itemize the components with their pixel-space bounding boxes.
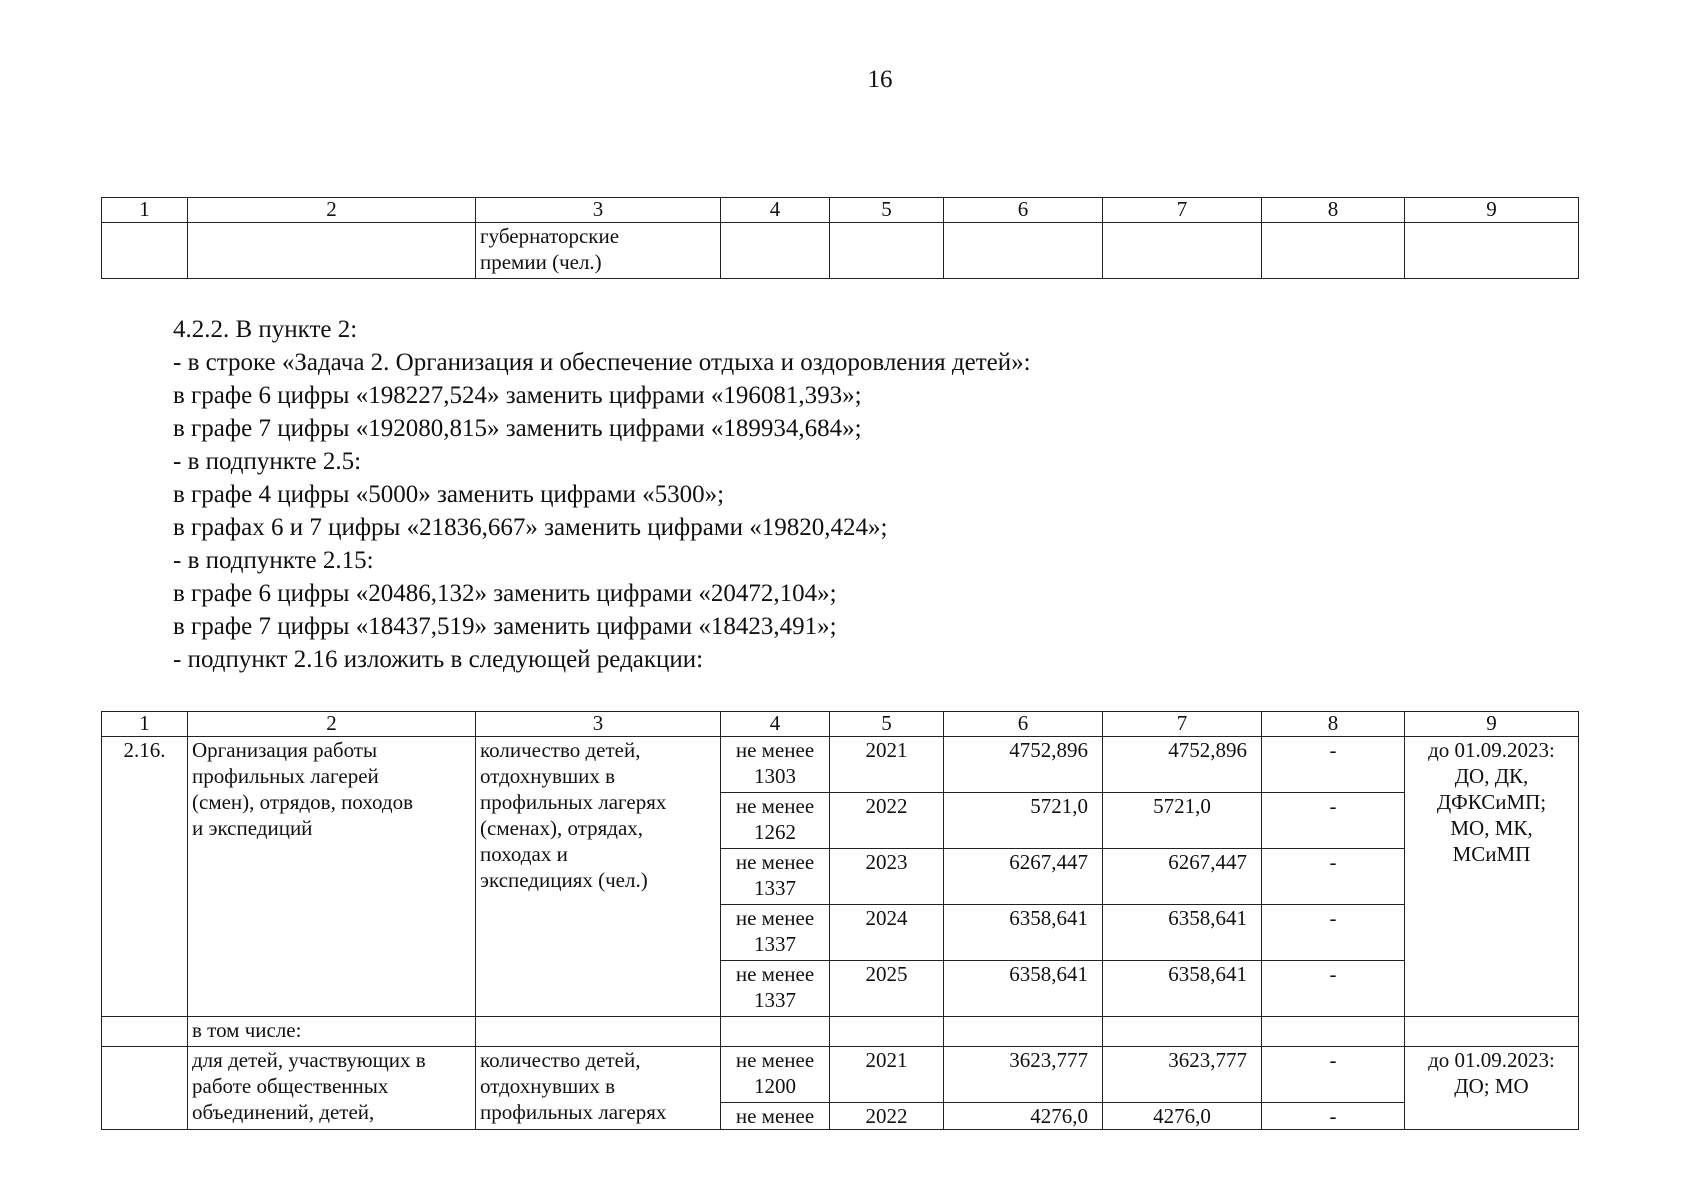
col-header: 5 <box>830 198 944 223</box>
year-cell: 2022 <box>830 1103 944 1130</box>
col-header: 1 <box>102 712 188 737</box>
target-cell: не менее 1337 <box>721 905 830 961</box>
total-funding-cell: 5721,0 <box>944 793 1103 849</box>
table-item-2-16 <box>101 711 1579 1130</box>
col-header: 7 <box>1103 712 1262 737</box>
text-line: в графе 7 цифры «192080,815» заменить цифрами «189934,684»; <box>173 415 862 442</box>
text-line: в графе 6 цифры «198227,524» заменить цифрами «196081,393»; <box>173 382 862 409</box>
col-header: 6 <box>944 712 1103 737</box>
table-continuation <box>101 197 1579 279</box>
table-row <box>102 1017 1579 1047</box>
col-header: 4 <box>721 712 830 737</box>
table-row <box>102 223 1579 279</box>
year-cell: 2022 <box>830 793 944 849</box>
year-cell: 2023 <box>830 849 944 905</box>
budget-funding-cell: 5721,0 <box>1103 793 1262 849</box>
col-header: 8 <box>1262 198 1405 223</box>
target-cell: не менее 1303 <box>721 737 830 793</box>
total-funding-cell: 6358,641 <box>944 961 1103 1017</box>
col-header: 7 <box>1103 198 1262 223</box>
budget-funding-cell: 3623,777 <box>1103 1047 1262 1103</box>
other-funding-cell: - <box>1262 905 1405 961</box>
col-header: 3 <box>476 712 721 737</box>
table-row <box>102 737 1579 793</box>
other-funding-cell: - <box>1262 793 1405 849</box>
text-line: - подпункт 2.16 изложить в следующей редакции: <box>173 646 704 673</box>
total-funding-cell: 4276,0 <box>944 1103 1103 1130</box>
sub-item-name: для детей, участвующих в работе общественных объединений, детей, <box>188 1047 476 1130</box>
total-funding-cell: 4752,896 <box>944 737 1103 793</box>
target-cell: не менее 1337 <box>721 849 830 905</box>
col-header: 3 <box>476 198 721 223</box>
year-cell: 2021 <box>830 1047 944 1103</box>
target-cell: не менее 1337 <box>721 961 830 1017</box>
total-funding-cell: 3623,777 <box>944 1047 1103 1103</box>
col-header: 4 <box>721 198 830 223</box>
page-number: 16 <box>867 66 893 93</box>
other-funding-cell: - <box>1262 849 1405 905</box>
col-header: 8 <box>1262 712 1405 737</box>
column-number-row <box>102 712 1579 737</box>
text-line: в графах 6 и 7 цифры «21836,667» заменить цифрами «19820,424»; <box>173 514 888 541</box>
text-line: - в строке «Задача 2. Организация и обеспечение отдыха и оздоровления детей»: <box>173 349 1031 376</box>
text-line: - в подпункте 2.15: <box>173 547 374 574</box>
total-funding-cell: 6358,641 <box>944 905 1103 961</box>
year-cell: 2025 <box>830 961 944 1017</box>
col-header: 6 <box>944 198 1103 223</box>
sub-indicator-cell: количество детей, отдохнувших в профильных лагерях <box>476 1047 721 1130</box>
item-number: 2.16. <box>102 737 188 1017</box>
budget-funding-cell: 6267,447 <box>1103 849 1262 905</box>
other-funding-cell: - <box>1262 1103 1405 1130</box>
indicator-cell: губернаторские премии (чел.) <box>476 223 721 279</box>
target-cell: не менее 1262 <box>721 793 830 849</box>
other-funding-cell: - <box>1262 961 1405 1017</box>
indicator-cell: количество детей, отдохнувших в профильных лагерях (сменах), отрядах, походах и экспедициях (чел.) <box>476 737 721 1017</box>
column-number-row <box>102 198 1579 223</box>
target-cell: не менее <box>721 1103 830 1130</box>
other-funding-cell: - <box>1262 737 1405 793</box>
col-header: 9 <box>1405 712 1579 737</box>
sub-executor-cell: до 01.09.2023: ДО; МО <box>1405 1047 1579 1130</box>
item-name: Организация работы профильных лагерей (смен), отрядов, походов и экспедиций <box>188 737 476 1017</box>
budget-funding-cell: 6358,641 <box>1103 905 1262 961</box>
text-line: 4.2.2. В пункте 2: <box>173 316 358 343</box>
year-cell: 2024 <box>830 905 944 961</box>
col-header: 1 <box>102 198 188 223</box>
amendment-text <box>173 313 1573 676</box>
text-line: - в подпункте 2.5: <box>173 448 362 475</box>
executor-cell: до 01.09.2023: ДО, ДК, ДФКСиМП; МО, МК, МСиМП <box>1405 737 1579 1017</box>
text-line: в графе 6 цифры «20486,132» заменить цифрами «20472,104»; <box>173 580 837 607</box>
budget-funding-cell: 6358,641 <box>1103 961 1262 1017</box>
budget-funding-cell: 4752,896 <box>1103 737 1262 793</box>
col-header: 5 <box>830 712 944 737</box>
budget-funding-cell: 4276,0 <box>1103 1103 1262 1130</box>
target-cell: не менее 1200 <box>721 1047 830 1103</box>
table-row <box>102 1047 1579 1103</box>
other-funding-cell: - <box>1262 1047 1405 1103</box>
text-line: в графе 4 цифры «5000» заменить цифрами «5300»; <box>173 481 725 508</box>
including-label: в том числе: <box>188 1017 476 1047</box>
text-line: в графе 7 цифры «18437,519» заменить цифрами «18423,491»; <box>173 613 837 640</box>
total-funding-cell: 6267,447 <box>944 849 1103 905</box>
col-header: 2 <box>188 198 476 223</box>
col-header: 2 <box>188 712 476 737</box>
year-cell: 2021 <box>830 737 944 793</box>
col-header: 9 <box>1405 198 1579 223</box>
